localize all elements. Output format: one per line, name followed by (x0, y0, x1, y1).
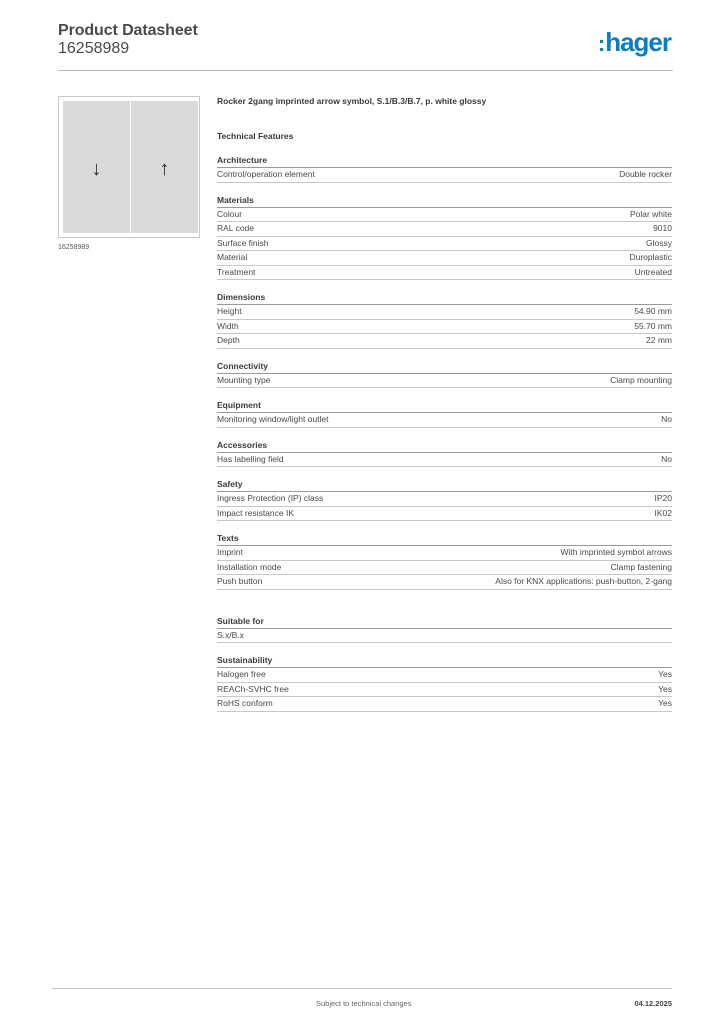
spec-value: 54.90 mm (634, 306, 672, 316)
spec-value: With imprinted symbol arrows (560, 547, 672, 557)
spec-value: 22 mm (646, 335, 672, 345)
spec-value: No (661, 414, 672, 424)
spec-value: Polar white (629, 208, 672, 219)
spec-row (217, 546, 672, 561)
spec-label: Height (217, 306, 242, 316)
spec-label: Monitoring window/light outlet (217, 414, 329, 424)
spec-row (217, 320, 672, 335)
technical-features-heading: Technical Features (217, 131, 294, 141)
spec-row (217, 668, 672, 683)
spec-row (217, 453, 672, 468)
left-rocker (63, 101, 130, 233)
spec-value: IP20 (654, 493, 672, 503)
spec-value: 55.70 mm (634, 320, 672, 331)
spec-content (217, 90, 672, 712)
spec-row (217, 374, 672, 389)
spec-row (217, 629, 672, 644)
spec-row (217, 208, 672, 223)
spec-row (217, 222, 672, 237)
spec-label: Installation mode (217, 561, 282, 572)
spec-row (217, 492, 672, 507)
spec-sections (217, 155, 672, 712)
spec-value: 9010 (653, 223, 672, 233)
spec-value: Glossy (646, 237, 672, 248)
footer-note: Subject to technical changes (316, 999, 412, 1008)
spec-label: Halogen free (217, 669, 266, 679)
spec-section (217, 440, 672, 468)
product-name: Rocker 2gang imprinted arrow symbol, S.1/B.3/B.7, p. white glossy (217, 96, 487, 106)
spec-section (217, 655, 672, 712)
spec-row (217, 251, 672, 266)
spec-section (217, 155, 672, 183)
section-title: Materials (217, 195, 672, 208)
spec-section (217, 361, 672, 389)
spec-label: Imprint (217, 547, 243, 557)
page-footer (52, 988, 672, 1008)
arrow-up-icon: ↑ (159, 158, 170, 180)
spec-row (217, 683, 672, 698)
spec-label: RoHS conform (217, 698, 273, 708)
spec-value: Double rocker (619, 169, 672, 179)
image-caption: 16258989 (58, 244, 90, 251)
spec-section (217, 479, 672, 521)
spec-row (217, 168, 672, 183)
page-header (58, 20, 673, 71)
spec-value: Untreated (634, 266, 672, 277)
spec-label: Width (217, 320, 239, 331)
spec-value: Clamp mounting (610, 374, 672, 385)
spec-label: Depth (217, 335, 240, 345)
right-rocker (131, 101, 198, 233)
spec-value: IK02 (654, 507, 672, 518)
spec-row (217, 305, 672, 320)
logo-text: hager (605, 27, 671, 57)
spec-label: Surface finish (217, 237, 269, 248)
spec-section (217, 292, 672, 349)
spec-row (217, 237, 672, 252)
product-image (58, 96, 200, 238)
spec-value: Yes (658, 683, 672, 694)
spec-row (217, 561, 672, 576)
spec-value: Yes (658, 698, 672, 708)
spec-row (217, 334, 672, 349)
arrow-down-icon: ↓ (91, 158, 102, 180)
spec-label: Control/operation element (217, 169, 315, 179)
footer-date: 04.12.2025 (634, 999, 672, 1008)
spec-section (217, 616, 672, 644)
section-title: Dimensions (217, 292, 672, 305)
section-title: Texts (217, 533, 672, 546)
document-number: 16258989 (58, 40, 130, 57)
section-title: Suitable for (217, 616, 672, 629)
spec-label: Push button (217, 576, 263, 586)
section-title: Safety (217, 479, 672, 492)
spec-label: Has labelling field (217, 453, 284, 464)
spec-value: Duroplastic (629, 252, 672, 262)
document-title: Product Datasheet (58, 22, 198, 39)
spec-row (217, 697, 672, 712)
spec-row (217, 266, 672, 281)
spec-section (217, 400, 672, 428)
spec-label: REACh-SVHC free (217, 683, 289, 694)
hager-logo: :hager (597, 27, 671, 57)
spec-label: Mounting type (217, 374, 271, 385)
spec-row (217, 413, 672, 428)
spec-row (217, 575, 672, 590)
spec-value: Also for KNX applications: push-button, 2-gang (495, 576, 672, 586)
section-title: Equipment (217, 400, 672, 413)
spec-label: Colour (217, 208, 243, 219)
spec-label: Material (217, 252, 248, 262)
spec-label: Treatment (217, 266, 256, 277)
spec-label: Ingress Protection (IP) class (217, 493, 324, 503)
spec-value: Yes (658, 669, 672, 679)
section-title: Sustainability (217, 655, 672, 668)
spec-row (217, 507, 672, 522)
spec-section (217, 195, 672, 281)
spec-value: Clamp fastening (610, 561, 672, 572)
section-title: Connectivity (217, 361, 672, 374)
spec-label: S.x/B.x (217, 629, 244, 640)
section-title: Architecture (217, 155, 672, 168)
spec-label: RAL code (217, 223, 255, 233)
spec-label: Impact resistance IK (217, 507, 295, 518)
section-title: Accessories (217, 440, 672, 453)
spec-value: No (661, 453, 672, 464)
spec-section (217, 533, 672, 590)
